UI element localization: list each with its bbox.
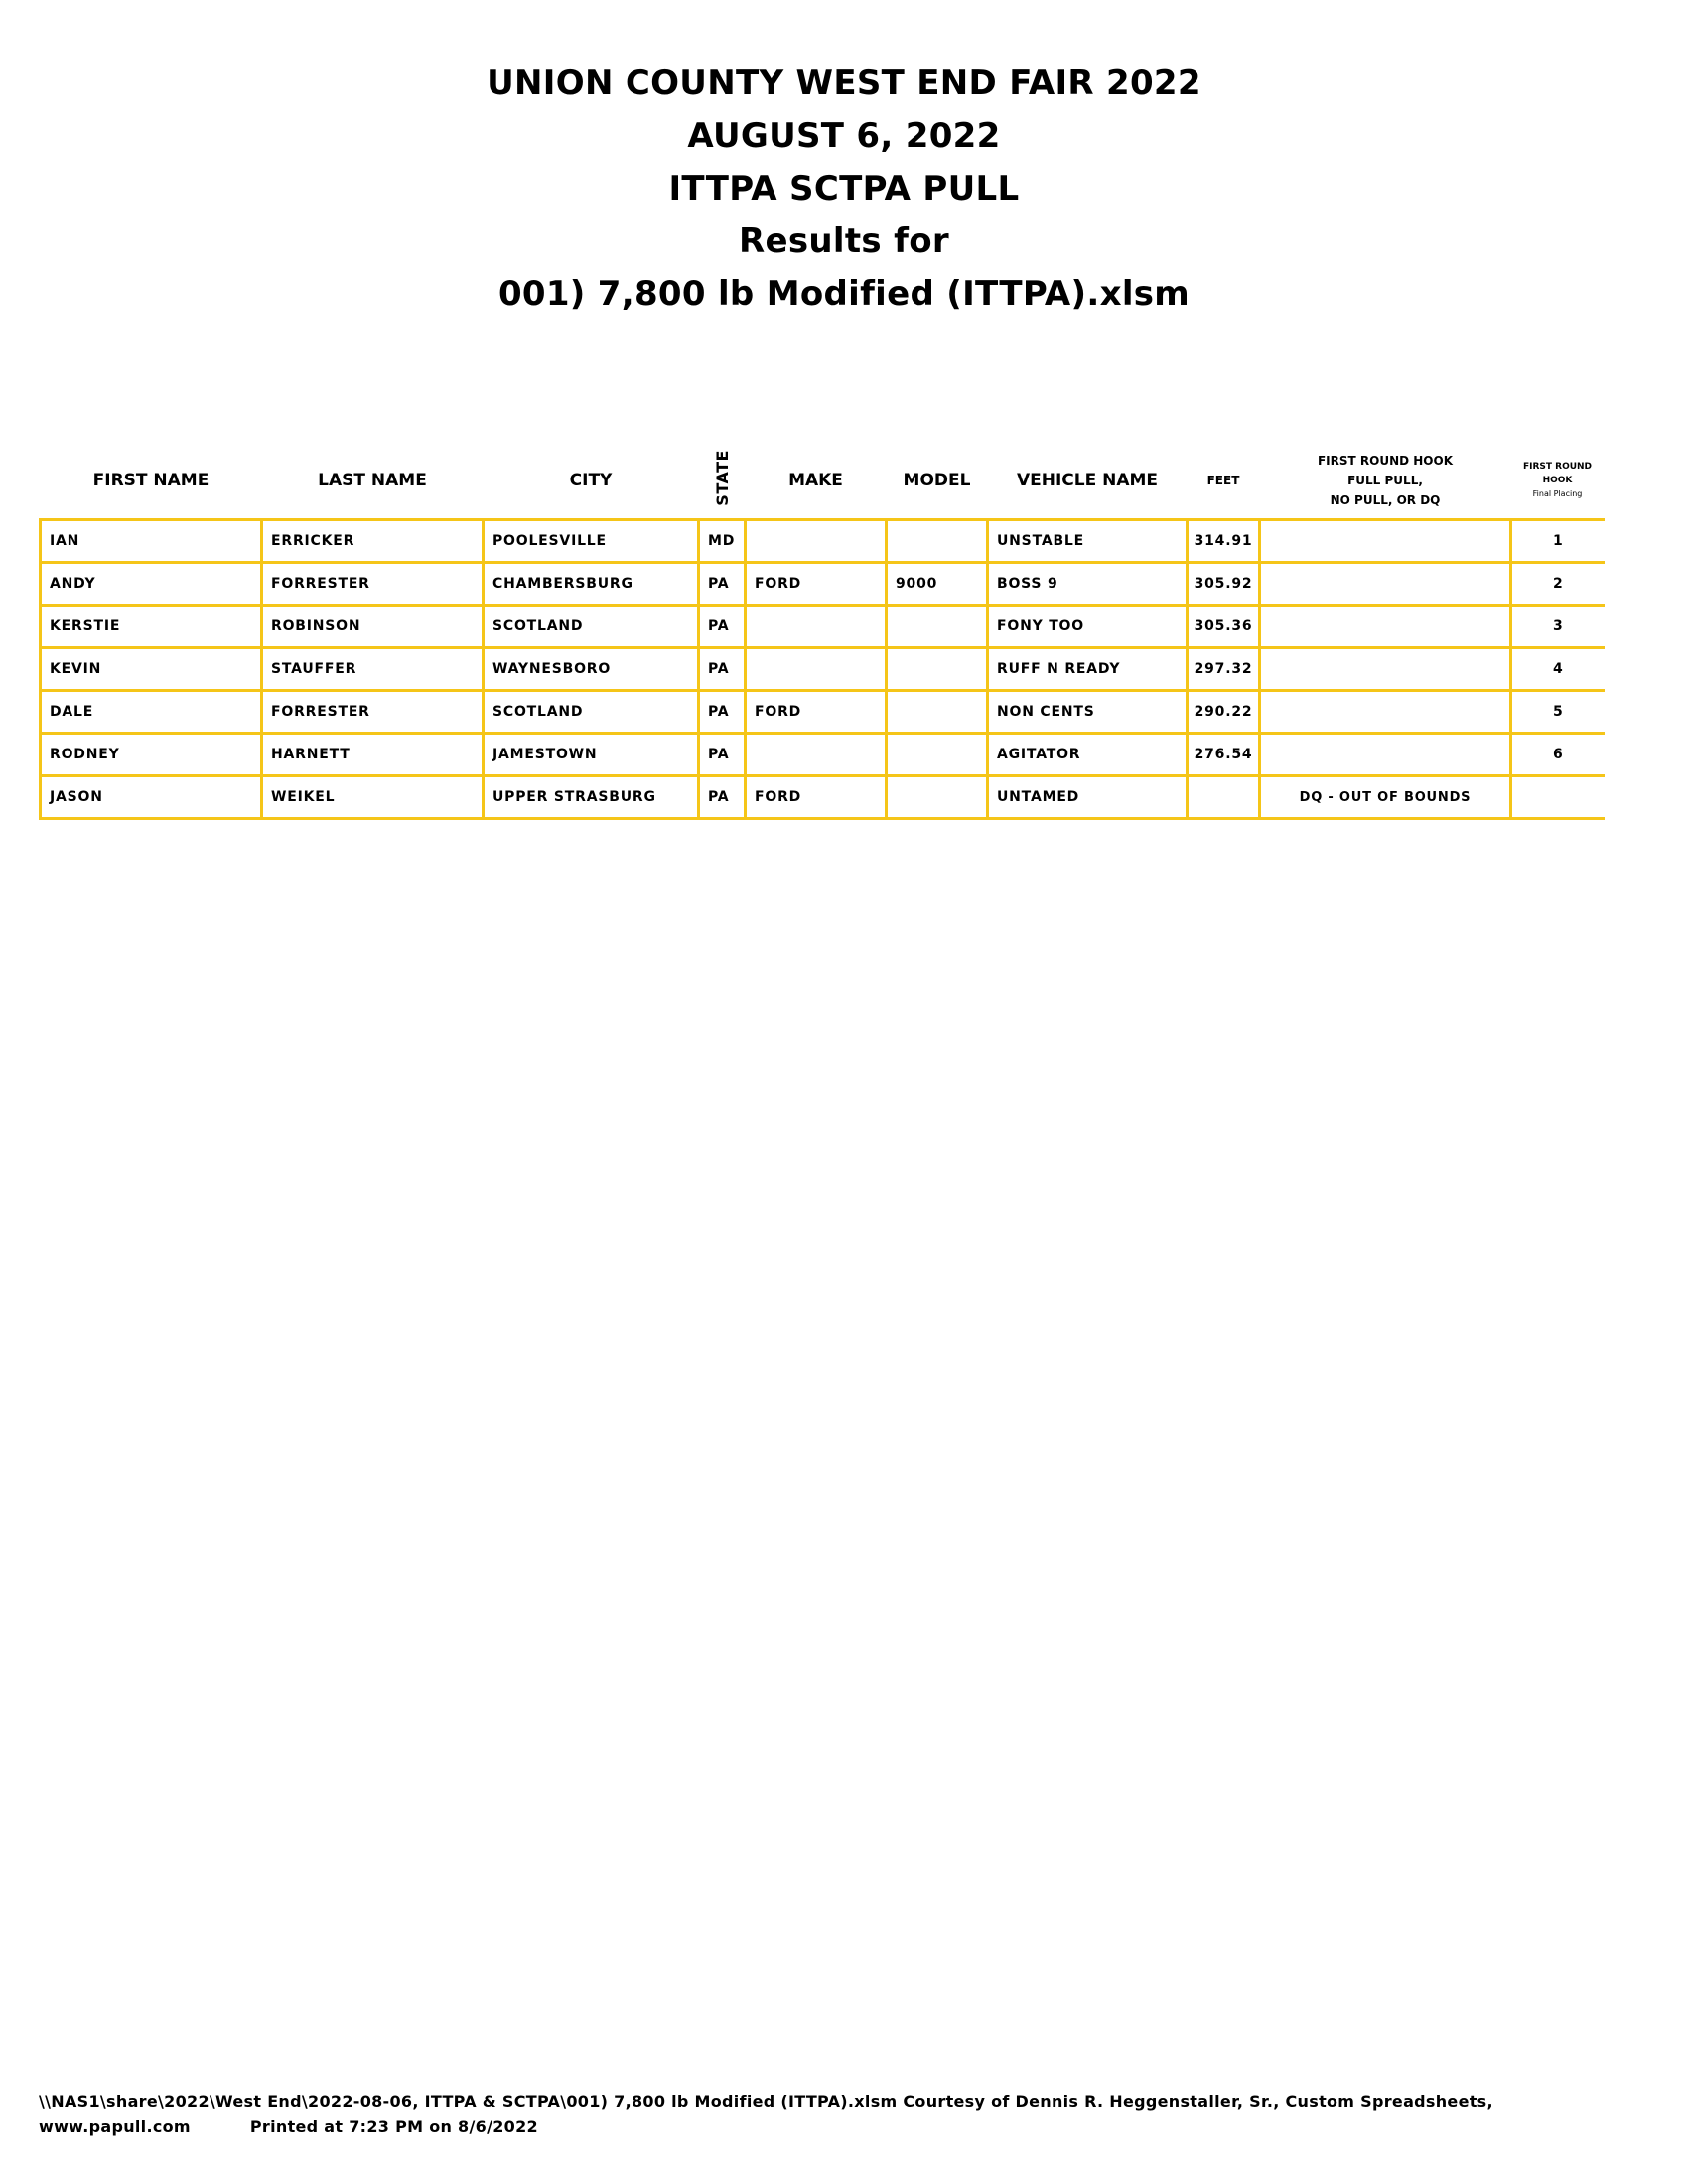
table-row bbox=[41, 691, 1605, 734]
results-table bbox=[39, 443, 1605, 820]
col-city: CITY bbox=[569, 471, 613, 490]
col-hook-status bbox=[1260, 443, 1511, 520]
col-vehicle-name: VEHICLE NAME bbox=[1016, 471, 1159, 490]
cell-vehicle-name: FONY TOO bbox=[988, 606, 1188, 648]
cell-final-placing: 2 bbox=[1511, 563, 1605, 606]
cell-hook-status bbox=[1260, 520, 1511, 563]
cell-city: WAYNESBORO bbox=[484, 648, 699, 691]
cell-city: UPPER STRASBURG bbox=[484, 776, 699, 819]
cell-first-name: KEVIN bbox=[41, 648, 262, 691]
cell-final-placing: 5 bbox=[1511, 691, 1605, 734]
page-footer bbox=[39, 2089, 1647, 2140]
cell-hook-status bbox=[1260, 606, 1511, 648]
table-row bbox=[41, 734, 1605, 776]
results-body bbox=[41, 520, 1605, 819]
cell-first-name: DALE bbox=[41, 691, 262, 734]
col-feet: FEET bbox=[1206, 474, 1240, 487]
cell-last-name: FORRESTER bbox=[262, 563, 484, 606]
cell-make: FORD bbox=[746, 691, 887, 734]
cell-state: PA bbox=[699, 606, 746, 648]
cell-make bbox=[746, 734, 887, 776]
cell-feet: 314.91 bbox=[1188, 520, 1260, 563]
col-hook-status-line2: FULL PULL, bbox=[1347, 474, 1423, 487]
col-final-placing-line1: FIRST ROUND bbox=[1522, 462, 1593, 472]
cell-last-name: HARNETT bbox=[262, 734, 484, 776]
cell-feet: 305.92 bbox=[1188, 563, 1260, 606]
col-make: MAKE bbox=[788, 471, 843, 490]
footer-file-path: \\NAS1\share\2022\West End\2022-08-06, ITTPA & SCTPA\001) 7,800 lb Modified (ITTPA).xlsm Courtesy of Dennis R. Heggenstaller, Sr., Custom Spreadsheets, bbox=[39, 2092, 1493, 2111]
table-row bbox=[41, 563, 1605, 606]
cell-city: SCOTLAND bbox=[484, 606, 699, 648]
cell-first-name: ANDY bbox=[41, 563, 262, 606]
col-hook-status-line3: NO PULL, OR DQ bbox=[1330, 493, 1441, 507]
cell-city: JAMESTOWN bbox=[484, 734, 699, 776]
col-final-placing-line2: HOOK bbox=[1542, 476, 1573, 485]
cell-final-placing bbox=[1511, 776, 1605, 819]
table-row bbox=[41, 520, 1605, 563]
cell-hook-status bbox=[1260, 648, 1511, 691]
cell-state: PA bbox=[699, 776, 746, 819]
footer-website: www.papull.com bbox=[39, 2117, 191, 2136]
pull-title: ITTPA SCTPA PULL bbox=[668, 169, 1020, 208]
cell-city: CHAMBERSBURG bbox=[484, 563, 699, 606]
cell-final-placing: 3 bbox=[1511, 606, 1605, 648]
cell-vehicle-name: NON CENTS bbox=[988, 691, 1188, 734]
cell-state: PA bbox=[699, 648, 746, 691]
cell-model bbox=[887, 776, 988, 819]
cell-make bbox=[746, 648, 887, 691]
col-hook-status-line1: FIRST ROUND HOOK bbox=[1317, 454, 1454, 468]
event-date: AUGUST 6, 2022 bbox=[687, 116, 1001, 156]
cell-hook-status bbox=[1260, 563, 1511, 606]
cell-model bbox=[887, 734, 988, 776]
cell-state: MD bbox=[699, 520, 746, 563]
cell-vehicle-name: UNSTABLE bbox=[988, 520, 1188, 563]
cell-model: 9000 bbox=[887, 563, 988, 606]
cell-vehicle-name: UNTAMED bbox=[988, 776, 1188, 819]
table-row bbox=[41, 648, 1605, 691]
col-first-name: FIRST NAME bbox=[92, 471, 210, 490]
cell-last-name: WEIKEL bbox=[262, 776, 484, 819]
col-final-placing-line3: Final Placing bbox=[1532, 489, 1583, 498]
cell-make: FORD bbox=[746, 776, 887, 819]
cell-vehicle-name: BOSS 9 bbox=[988, 563, 1188, 606]
cell-vehicle-name: RUFF N READY bbox=[988, 648, 1188, 691]
footer-printed-time: Printed at 7:23 PM on 8/6/2022 bbox=[249, 2117, 538, 2136]
cell-hook-status bbox=[1260, 734, 1511, 776]
cell-first-name: RODNEY bbox=[41, 734, 262, 776]
cell-model bbox=[887, 520, 988, 563]
cell-final-placing: 1 bbox=[1511, 520, 1605, 563]
report-title-block bbox=[0, 58, 1688, 321]
cell-hook-status: DQ - OUT OF BOUNDS bbox=[1260, 776, 1511, 819]
cell-final-placing: 4 bbox=[1511, 648, 1605, 691]
cell-last-name: ERRICKER bbox=[262, 520, 484, 563]
cell-feet: 305.36 bbox=[1188, 606, 1260, 648]
cell-feet: 290.22 bbox=[1188, 691, 1260, 734]
cell-vehicle-name: AGITATOR bbox=[988, 734, 1188, 776]
class-file-name: 001) 7,800 lb Modified (ITTPA).xlsm bbox=[497, 274, 1191, 314]
col-final-placing bbox=[1511, 443, 1605, 520]
cell-state: PA bbox=[699, 691, 746, 734]
cell-feet: 276.54 bbox=[1188, 734, 1260, 776]
table-row bbox=[41, 776, 1605, 819]
cell-hook-status bbox=[1260, 691, 1511, 734]
table-header-row bbox=[41, 443, 1605, 520]
cell-city: POOLESVILLE bbox=[484, 520, 699, 563]
cell-state: PA bbox=[699, 734, 746, 776]
col-state bbox=[699, 443, 746, 520]
cell-feet: 297.32 bbox=[1188, 648, 1260, 691]
footer-second-line bbox=[39, 2115, 1647, 2140]
cell-model bbox=[887, 648, 988, 691]
cell-make: FORD bbox=[746, 563, 887, 606]
cell-first-name: IAN bbox=[41, 520, 262, 563]
cell-make bbox=[746, 606, 887, 648]
cell-make bbox=[746, 520, 887, 563]
cell-city: SCOTLAND bbox=[484, 691, 699, 734]
cell-model bbox=[887, 691, 988, 734]
cell-first-name: KERSTIE bbox=[41, 606, 262, 648]
cell-last-name: STAUFFER bbox=[262, 648, 484, 691]
col-state-label: STATE bbox=[712, 450, 732, 506]
cell-final-placing: 6 bbox=[1511, 734, 1605, 776]
cell-first-name: JASON bbox=[41, 776, 262, 819]
cell-model bbox=[887, 606, 988, 648]
cell-state: PA bbox=[699, 563, 746, 606]
event-title: UNION COUNTY WEST END FAIR 2022 bbox=[487, 64, 1201, 103]
col-model: MODEL bbox=[903, 471, 971, 490]
col-last-name: LAST NAME bbox=[318, 471, 427, 490]
results-for-label: Results for bbox=[739, 221, 949, 261]
cell-last-name: FORRESTER bbox=[262, 691, 484, 734]
cell-last-name: ROBINSON bbox=[262, 606, 484, 648]
table-row bbox=[41, 606, 1605, 648]
cell-feet bbox=[1188, 776, 1260, 819]
